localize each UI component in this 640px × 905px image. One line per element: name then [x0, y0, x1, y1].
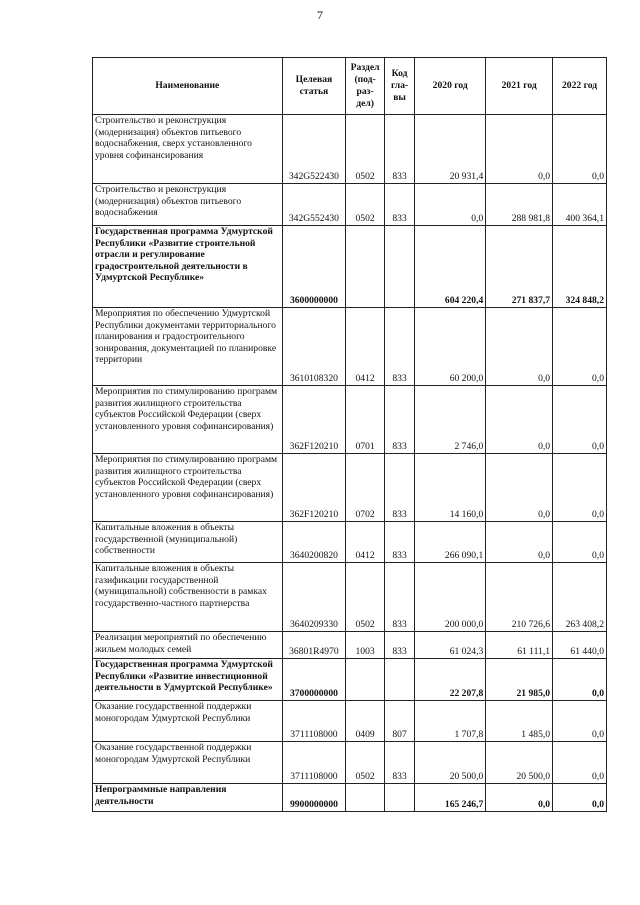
header-year-2022: 2022 год — [553, 58, 607, 115]
row-name-cell: Государственная программа Удмуртской Республики «Развитие строительной отрасли и регулирование градостроительной деятельности в Удмуртской Республике» — [93, 226, 283, 308]
row-2021-cell: 20 500,0 — [486, 742, 553, 784]
table-row — [93, 386, 607, 454]
row-section-cell: 0409 — [346, 701, 385, 742]
table-row — [93, 184, 607, 226]
row-target-article-cell: 342G522430 — [282, 115, 346, 184]
row-name-cell: Строительство и реконструкция (модернизация) объектов питьевого водоснабжения, сверх установленного уровня софинансирования — [93, 115, 283, 184]
row-2020-cell: 604 220,4 — [415, 226, 486, 308]
row-2022-cell: 324 848,2 — [553, 226, 607, 308]
row-name-cell: Капитальные вложения в объекты газификации государственной (муниципальной) собственности в рамках государственно-частного партнерства — [93, 563, 283, 632]
header-year-2021: 2021 год — [486, 58, 553, 115]
row-name-cell: Строительство и реконструкция (модернизация) объектов питьевого водоснабжения — [93, 184, 283, 226]
row-2022-cell: 0,0 — [553, 454, 607, 522]
row-2020-cell: 0,0 — [415, 184, 486, 226]
table-row — [93, 226, 607, 308]
row-section-cell: 0502 — [346, 563, 385, 632]
row-2020-cell: 20 931,4 — [415, 115, 486, 184]
row-2022-cell: 0,0 — [553, 742, 607, 784]
row-2021-cell: 210 726,6 — [486, 563, 553, 632]
row-target-article-cell: 362F120210 — [282, 454, 346, 522]
row-2022-cell: 0,0 — [553, 522, 607, 563]
row-name-cell: Непрограммные направления деятельности — [93, 784, 283, 812]
table-row — [93, 632, 607, 659]
row-2022-cell: 0,0 — [553, 115, 607, 184]
row-chapter-cell: 833 — [384, 184, 414, 226]
row-target-article-cell: 3600000000 — [282, 226, 346, 308]
row-name-cell: Мероприятия по стимулированию программ развития жилищного строительства субъектов Российской Федерации (сверх установленного уровня софинансирования) — [93, 454, 283, 522]
row-2021-cell: 0,0 — [486, 115, 553, 184]
row-name-cell: Государственная программа Удмуртской Республики «Развитие инвестиционной деятельности в Удмуртской Республике» — [93, 659, 283, 701]
row-2022-cell: 0,0 — [553, 701, 607, 742]
row-section-cell: 0412 — [346, 308, 385, 386]
row-2020-cell: 1 707,8 — [415, 701, 486, 742]
row-2021-cell: 61 111,1 — [486, 632, 553, 659]
row-section-cell: 0502 — [346, 115, 385, 184]
row-2022-cell: 0,0 — [553, 308, 607, 386]
header-target-article: Целевая статья — [282, 58, 346, 115]
row-2022-cell: 400 364,1 — [553, 184, 607, 226]
row-target-article-cell: 36801R4970 — [282, 632, 346, 659]
row-2020-cell: 60 200,0 — [415, 308, 486, 386]
row-2022-cell: 0,0 — [553, 386, 607, 454]
header-chapter-code: Код гла-вы — [384, 58, 414, 115]
row-section-cell: 0502 — [346, 184, 385, 226]
table-row — [93, 701, 607, 742]
row-section-cell: 0701 — [346, 386, 385, 454]
row-chapter-cell: 833 — [384, 115, 414, 184]
row-target-article-cell: 9900000000 — [282, 784, 346, 812]
row-2022-cell: 263 408,2 — [553, 563, 607, 632]
row-name-cell: Оказание государственной поддержки моногородам Удмуртской Республики — [93, 701, 283, 742]
row-target-article-cell: 362F120210 — [282, 386, 346, 454]
row-target-article-cell: 342G552430 — [282, 184, 346, 226]
row-2021-cell: 271 837,7 — [486, 226, 553, 308]
row-2021-cell: 21 985,0 — [486, 659, 553, 701]
row-2020-cell: 2 746,0 — [415, 386, 486, 454]
row-2020-cell: 22 207,8 — [415, 659, 486, 701]
table-row — [93, 742, 607, 784]
row-2020-cell: 20 500,0 — [415, 742, 486, 784]
row-chapter-cell — [384, 784, 414, 812]
header-section: Раздел (под-раз-дел) — [346, 58, 385, 115]
row-section-cell — [346, 226, 385, 308]
row-chapter-cell: 833 — [384, 563, 414, 632]
row-target-article-cell: 3711108000 — [282, 742, 346, 784]
row-section-cell: 0412 — [346, 522, 385, 563]
row-2021-cell: 0,0 — [486, 386, 553, 454]
table-row — [93, 784, 607, 812]
table-row — [93, 308, 607, 386]
table-row — [93, 563, 607, 632]
row-2021-cell: 0,0 — [486, 454, 553, 522]
budget-table — [92, 57, 607, 812]
row-2021-cell: 1 485,0 — [486, 701, 553, 742]
row-2020-cell: 266 090,1 — [415, 522, 486, 563]
row-2022-cell: 61 440,0 — [553, 632, 607, 659]
row-chapter-cell: 833 — [384, 632, 414, 659]
row-section-cell — [346, 784, 385, 812]
row-chapter-cell: 833 — [384, 454, 414, 522]
row-2020-cell: 61 024,3 — [415, 632, 486, 659]
table-row — [93, 522, 607, 563]
row-2021-cell: 0,0 — [486, 308, 553, 386]
row-2020-cell: 200 000,0 — [415, 563, 486, 632]
row-2020-cell: 165 246,7 — [415, 784, 486, 812]
page-number: 7 — [317, 8, 323, 22]
header-name: Наименование — [93, 58, 283, 115]
row-2021-cell: 0,0 — [486, 784, 553, 812]
row-target-article-cell: 3640209330 — [282, 563, 346, 632]
row-chapter-cell: 833 — [384, 308, 414, 386]
row-section-cell: 0502 — [346, 742, 385, 784]
row-chapter-cell: 833 — [384, 386, 414, 454]
row-chapter-cell — [384, 659, 414, 701]
row-2021-cell: 0,0 — [486, 522, 553, 563]
header-year-2020: 2020 год — [415, 58, 486, 115]
row-target-article-cell: 3700000000 — [282, 659, 346, 701]
row-target-article-cell: 3711108000 — [282, 701, 346, 742]
row-section-cell — [346, 659, 385, 701]
row-chapter-cell — [384, 226, 414, 308]
table-row — [93, 115, 607, 184]
table-row — [93, 454, 607, 522]
table-row — [93, 659, 607, 701]
row-chapter-cell: 833 — [384, 522, 414, 563]
row-2022-cell: 0,0 — [553, 784, 607, 812]
row-2020-cell: 14 160,0 — [415, 454, 486, 522]
row-name-cell: Мероприятия по обеспечению Удмуртской Республики документами территориального планирования и градостроительного зонирования, документацией по планировке территории — [93, 308, 283, 386]
table-header-row — [93, 58, 607, 115]
row-name-cell: Оказание государственной поддержки моногородам Удмуртской Республики — [93, 742, 283, 784]
row-name-cell: Реализация мероприятий по обеспечению жильем молодых семей — [93, 632, 283, 659]
row-section-cell: 0702 — [346, 454, 385, 522]
row-target-article-cell: 3610108320 — [282, 308, 346, 386]
row-name-cell: Капитальные вложения в объекты государственной (муниципальной) собственности — [93, 522, 283, 563]
row-section-cell: 1003 — [346, 632, 385, 659]
row-chapter-cell: 807 — [384, 701, 414, 742]
row-name-cell: Мероприятия по стимулированию программ развития жилищного строительства субъектов Российской Федерации (сверх установленного уровня софинансирования) — [93, 386, 283, 454]
row-2022-cell: 0,0 — [553, 659, 607, 701]
row-chapter-cell: 833 — [384, 742, 414, 784]
row-2021-cell: 288 981,8 — [486, 184, 553, 226]
row-target-article-cell: 3640200820 — [282, 522, 346, 563]
